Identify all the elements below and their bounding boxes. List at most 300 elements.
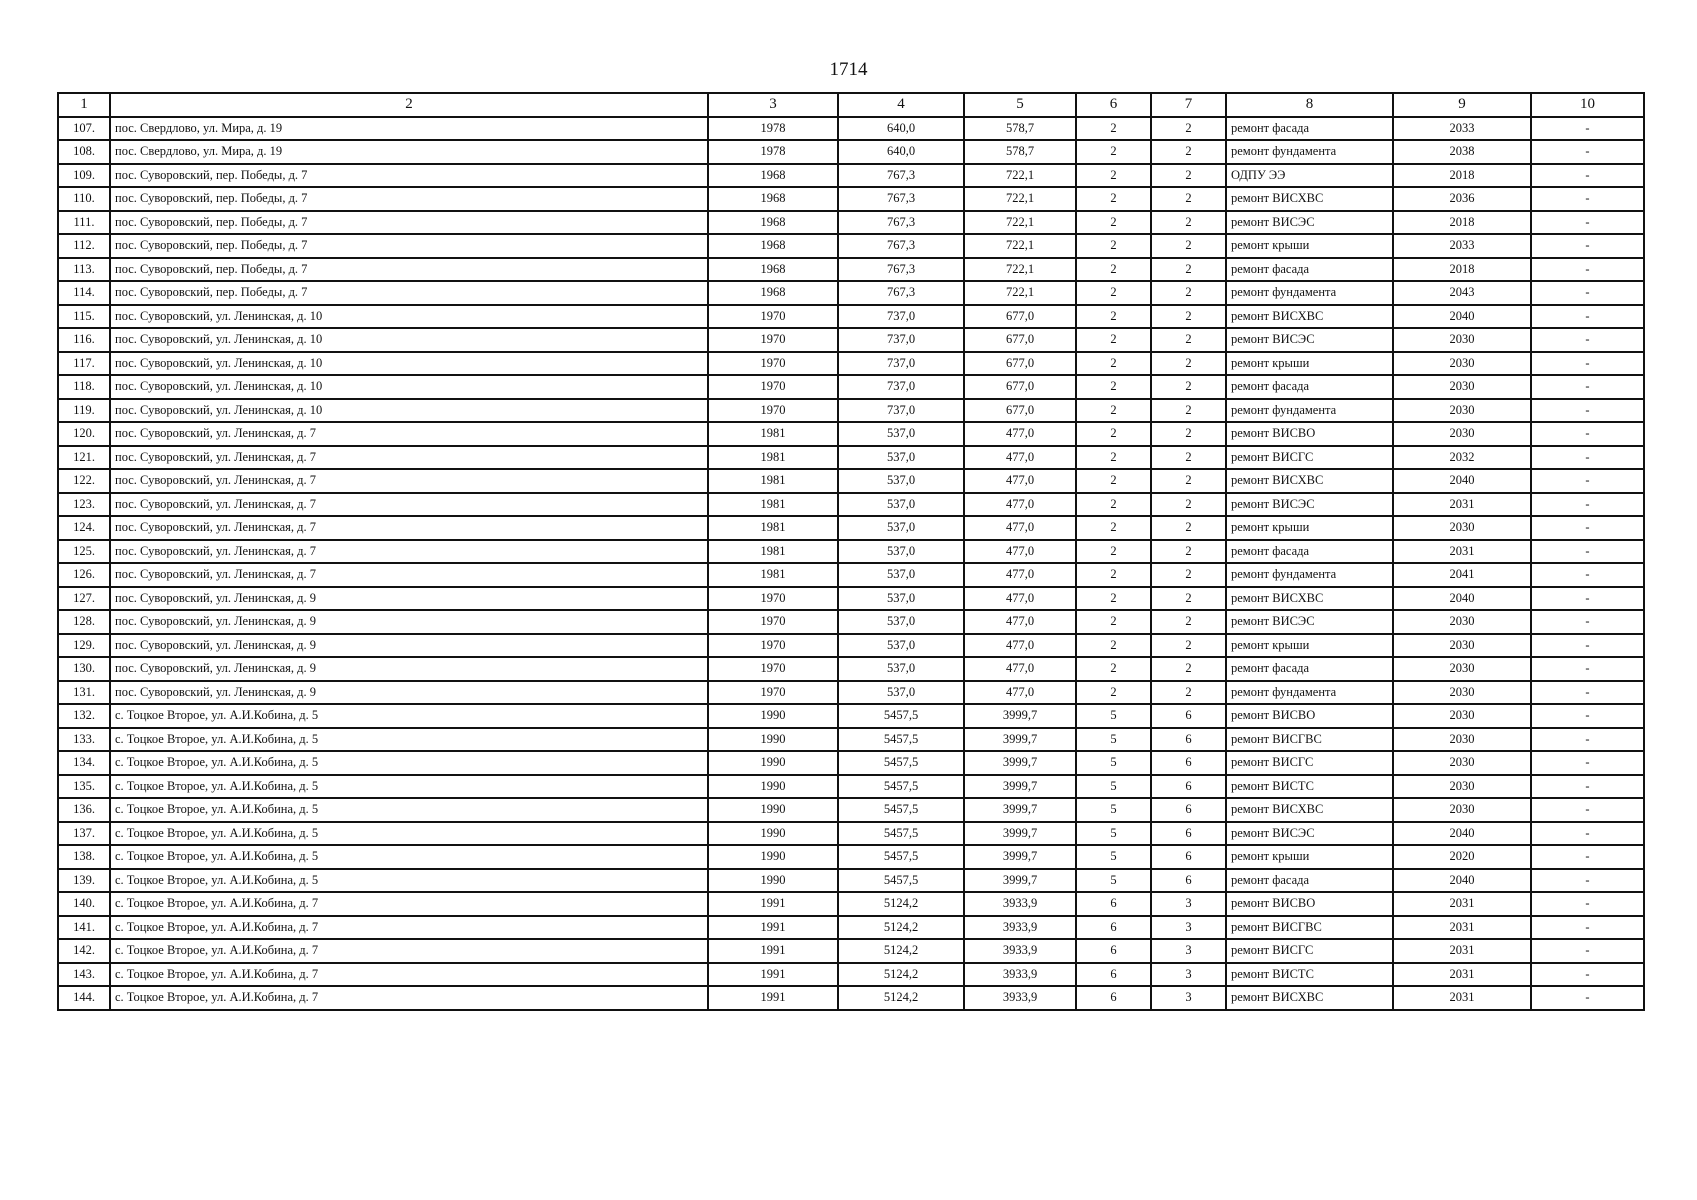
floors-cell: 6 (1076, 939, 1151, 963)
work-type-cell: ремонт фасада (1226, 657, 1393, 681)
table-row (58, 728, 1644, 752)
work-type-cell: ремонт фундамента (1226, 281, 1393, 305)
build-year-cell: 1970 (708, 352, 838, 376)
floors-cell: 5 (1076, 728, 1151, 752)
note-cell: - (1531, 892, 1644, 916)
build-year-cell: 1990 (708, 845, 838, 869)
note-cell: - (1531, 305, 1644, 329)
entrances-cell: 2 (1151, 681, 1226, 705)
living-area-cell: 477,0 (964, 657, 1076, 681)
work-type-cell: ремонт ВИСГС (1226, 446, 1393, 470)
living-area-cell: 677,0 (964, 328, 1076, 352)
floors-cell: 2 (1076, 469, 1151, 493)
build-year-cell: 1970 (708, 634, 838, 658)
note-cell: - (1531, 869, 1644, 893)
table-row (58, 610, 1644, 634)
note-cell: - (1531, 375, 1644, 399)
work-type-cell: ремонт ВИСЭС (1226, 328, 1393, 352)
floors-cell: 2 (1076, 140, 1151, 164)
planned-year-cell: 2030 (1393, 352, 1531, 376)
build-year-cell: 1990 (708, 704, 838, 728)
table-row (58, 798, 1644, 822)
work-type-cell: ремонт фасада (1226, 258, 1393, 282)
address-cell: пос. Суворовский, ул. Ленинская, д. 7 (110, 493, 708, 517)
living-area-cell: 477,0 (964, 469, 1076, 493)
floors-cell: 2 (1076, 634, 1151, 658)
work-type-cell: ремонт ВИСХВС (1226, 798, 1393, 822)
entrances-cell: 2 (1151, 187, 1226, 211)
total-area-cell: 767,3 (838, 258, 964, 282)
column-number-row (58, 93, 1644, 117)
living-area-cell: 477,0 (964, 610, 1076, 634)
build-year-cell: 1968 (708, 258, 838, 282)
column-header: 7 (1151, 93, 1226, 117)
work-type-cell: ремонт фундамента (1226, 681, 1393, 705)
entrances-cell: 2 (1151, 328, 1226, 352)
note-cell: - (1531, 939, 1644, 963)
row-number-cell: 144. (58, 986, 110, 1010)
address-cell: пос. Суворовский, пер. Победы, д. 7 (110, 187, 708, 211)
table-row (58, 634, 1644, 658)
table-row (58, 399, 1644, 423)
living-area-cell: 677,0 (964, 375, 1076, 399)
address-cell: с. Тоцкое Второе, ул. А.И.Кобина, д. 7 (110, 939, 708, 963)
row-number-cell: 126. (58, 563, 110, 587)
work-type-cell: ремонт ВИСГС (1226, 939, 1393, 963)
row-number-cell: 114. (58, 281, 110, 305)
total-area-cell: 5457,5 (838, 845, 964, 869)
total-area-cell: 5124,2 (838, 916, 964, 940)
floors-cell: 6 (1076, 892, 1151, 916)
total-area-cell: 5457,5 (838, 869, 964, 893)
table-row (58, 375, 1644, 399)
living-area-cell: 3999,7 (964, 798, 1076, 822)
row-number-cell: 139. (58, 869, 110, 893)
column-header: 1 (58, 93, 110, 117)
table-row (58, 140, 1644, 164)
entrances-cell: 6 (1151, 845, 1226, 869)
entrances-cell: 2 (1151, 117, 1226, 141)
note-cell: - (1531, 775, 1644, 799)
column-header: 3 (708, 93, 838, 117)
row-number-cell: 109. (58, 164, 110, 188)
note-cell: - (1531, 751, 1644, 775)
work-type-cell: ремонт фасада (1226, 540, 1393, 564)
row-number-cell: 125. (58, 540, 110, 564)
build-year-cell: 1981 (708, 540, 838, 564)
build-year-cell: 1990 (708, 869, 838, 893)
row-number-cell: 128. (58, 610, 110, 634)
entrances-cell: 2 (1151, 516, 1226, 540)
address-cell: пос. Суворовский, ул. Ленинская, д. 9 (110, 610, 708, 634)
note-cell: - (1531, 916, 1644, 940)
planned-year-cell: 2030 (1393, 775, 1531, 799)
floors-cell: 2 (1076, 281, 1151, 305)
planned-year-cell: 2030 (1393, 328, 1531, 352)
floors-cell: 2 (1076, 681, 1151, 705)
living-area-cell: 722,1 (964, 234, 1076, 258)
work-type-cell: ремонт ВИСХВС (1226, 305, 1393, 329)
table-row (58, 493, 1644, 517)
address-cell: пос. Суворовский, ул. Ленинская, д. 7 (110, 540, 708, 564)
table-row (58, 211, 1644, 235)
floors-cell: 2 (1076, 563, 1151, 587)
note-cell: - (1531, 211, 1644, 235)
build-year-cell: 1968 (708, 234, 838, 258)
table-row (58, 352, 1644, 376)
address-cell: пос. Суворовский, пер. Победы, д. 7 (110, 281, 708, 305)
address-cell: пос. Суворовский, ул. Ленинская, д. 10 (110, 328, 708, 352)
living-area-cell: 677,0 (964, 352, 1076, 376)
note-cell: - (1531, 728, 1644, 752)
entrances-cell: 6 (1151, 869, 1226, 893)
row-number-cell: 136. (58, 798, 110, 822)
note-cell: - (1531, 258, 1644, 282)
address-cell: с. Тоцкое Второе, ул. А.И.Кобина, д. 7 (110, 892, 708, 916)
table-row (58, 963, 1644, 987)
row-number-cell: 115. (58, 305, 110, 329)
floors-cell: 2 (1076, 187, 1151, 211)
planned-year-cell: 2033 (1393, 117, 1531, 141)
planned-year-cell: 2030 (1393, 399, 1531, 423)
planned-year-cell: 2040 (1393, 869, 1531, 893)
note-cell: - (1531, 798, 1644, 822)
floors-cell: 2 (1076, 422, 1151, 446)
floors-cell: 5 (1076, 845, 1151, 869)
entrances-cell: 3 (1151, 986, 1226, 1010)
address-cell: пос. Суворовский, ул. Ленинская, д. 7 (110, 516, 708, 540)
work-type-cell: ремонт крыши (1226, 845, 1393, 869)
total-area-cell: 5124,2 (838, 963, 964, 987)
living-area-cell: 477,0 (964, 516, 1076, 540)
row-number-cell: 133. (58, 728, 110, 752)
column-header: 8 (1226, 93, 1393, 117)
note-cell: - (1531, 634, 1644, 658)
work-type-cell: ремонт фундамента (1226, 399, 1393, 423)
planned-year-cell: 2030 (1393, 681, 1531, 705)
work-type-cell: ремонт фундамента (1226, 140, 1393, 164)
build-year-cell: 1981 (708, 469, 838, 493)
address-cell: с. Тоцкое Второе, ул. А.И.Кобина, д. 5 (110, 751, 708, 775)
build-year-cell: 1968 (708, 164, 838, 188)
living-area-cell: 722,1 (964, 187, 1076, 211)
planned-year-cell: 2033 (1393, 234, 1531, 258)
table-row (58, 775, 1644, 799)
address-cell: с. Тоцкое Второе, ул. А.И.Кобина, д. 5 (110, 869, 708, 893)
entrances-cell: 3 (1151, 892, 1226, 916)
floors-cell: 2 (1076, 446, 1151, 470)
table-row (58, 892, 1644, 916)
total-area-cell: 537,0 (838, 610, 964, 634)
table-row (58, 328, 1644, 352)
note-cell: - (1531, 399, 1644, 423)
total-area-cell: 737,0 (838, 399, 964, 423)
note-cell: - (1531, 140, 1644, 164)
work-type-cell: ремонт ВИСХВС (1226, 986, 1393, 1010)
note-cell: - (1531, 422, 1644, 446)
row-number-cell: 110. (58, 187, 110, 211)
column-header: 2 (110, 93, 708, 117)
note-cell: - (1531, 516, 1644, 540)
planned-year-cell: 2030 (1393, 422, 1531, 446)
floors-cell: 2 (1076, 164, 1151, 188)
build-year-cell: 1991 (708, 916, 838, 940)
note-cell: - (1531, 657, 1644, 681)
build-year-cell: 1990 (708, 728, 838, 752)
planned-year-cell: 2018 (1393, 258, 1531, 282)
living-area-cell: 3933,9 (964, 986, 1076, 1010)
total-area-cell: 737,0 (838, 328, 964, 352)
planned-year-cell: 2018 (1393, 164, 1531, 188)
row-number-cell: 107. (58, 117, 110, 141)
row-number-cell: 130. (58, 657, 110, 681)
address-cell: с. Тоцкое Второе, ул. А.И.Кобина, д. 5 (110, 728, 708, 752)
floors-cell: 5 (1076, 869, 1151, 893)
entrances-cell: 2 (1151, 657, 1226, 681)
note-cell: - (1531, 164, 1644, 188)
planned-year-cell: 2040 (1393, 305, 1531, 329)
table-row (58, 986, 1644, 1010)
floors-cell: 2 (1076, 657, 1151, 681)
entrances-cell: 2 (1151, 610, 1226, 634)
entrances-cell: 2 (1151, 281, 1226, 305)
build-year-cell: 1968 (708, 187, 838, 211)
table-row (58, 469, 1644, 493)
living-area-cell: 3999,7 (964, 751, 1076, 775)
address-cell: пос. Суворовский, пер. Победы, д. 7 (110, 164, 708, 188)
planned-year-cell: 2031 (1393, 986, 1531, 1010)
entrances-cell: 2 (1151, 634, 1226, 658)
planned-year-cell: 2030 (1393, 610, 1531, 634)
address-cell: с. Тоцкое Второе, ул. А.И.Кобина, д. 5 (110, 845, 708, 869)
row-number-cell: 137. (58, 822, 110, 846)
row-number-cell: 141. (58, 916, 110, 940)
build-year-cell: 1990 (708, 751, 838, 775)
planned-year-cell: 2031 (1393, 493, 1531, 517)
row-number-cell: 143. (58, 963, 110, 987)
floors-cell: 5 (1076, 751, 1151, 775)
work-type-cell: ремонт ВИСТС (1226, 775, 1393, 799)
work-type-cell: ремонт фундамента (1226, 563, 1393, 587)
work-type-cell: ремонт ВИСТС (1226, 963, 1393, 987)
entrances-cell: 2 (1151, 422, 1226, 446)
build-year-cell: 1970 (708, 587, 838, 611)
row-number-cell: 120. (58, 422, 110, 446)
entrances-cell: 6 (1151, 728, 1226, 752)
floors-cell: 5 (1076, 798, 1151, 822)
row-number-cell: 132. (58, 704, 110, 728)
address-cell: пос. Суворовский, ул. Ленинская, д. 7 (110, 446, 708, 470)
planned-year-cell: 2018 (1393, 211, 1531, 235)
entrances-cell: 2 (1151, 164, 1226, 188)
floors-cell: 2 (1076, 610, 1151, 634)
address-cell: пос. Суворовский, пер. Победы, д. 7 (110, 234, 708, 258)
address-cell: с. Тоцкое Второе, ул. А.И.Кобина, д. 5 (110, 775, 708, 799)
table-body (58, 93, 1644, 1010)
table-row (58, 939, 1644, 963)
total-area-cell: 537,0 (838, 563, 964, 587)
total-area-cell: 537,0 (838, 469, 964, 493)
address-cell: с. Тоцкое Второе, ул. А.И.Кобина, д. 5 (110, 704, 708, 728)
build-year-cell: 1970 (708, 610, 838, 634)
work-type-cell: ремонт крыши (1226, 234, 1393, 258)
total-area-cell: 537,0 (838, 516, 964, 540)
total-area-cell: 737,0 (838, 375, 964, 399)
row-number-cell: 116. (58, 328, 110, 352)
living-area-cell: 3999,7 (964, 704, 1076, 728)
entrances-cell: 3 (1151, 963, 1226, 987)
floors-cell: 5 (1076, 775, 1151, 799)
note-cell: - (1531, 493, 1644, 517)
repair-schedule-table (57, 92, 1645, 1011)
planned-year-cell: 2043 (1393, 281, 1531, 305)
total-area-cell: 737,0 (838, 305, 964, 329)
total-area-cell: 737,0 (838, 352, 964, 376)
work-type-cell: ремонт фасада (1226, 869, 1393, 893)
address-cell: пос. Суворовский, ул. Ленинская, д. 9 (110, 587, 708, 611)
build-year-cell: 1968 (708, 281, 838, 305)
row-number-cell: 129. (58, 634, 110, 658)
table-row (58, 516, 1644, 540)
build-year-cell: 1970 (708, 328, 838, 352)
total-area-cell: 5457,5 (838, 728, 964, 752)
entrances-cell: 2 (1151, 234, 1226, 258)
entrances-cell: 2 (1151, 399, 1226, 423)
floors-cell: 6 (1076, 986, 1151, 1010)
column-header: 4 (838, 93, 964, 117)
planned-year-cell: 2030 (1393, 728, 1531, 752)
row-number-cell: 135. (58, 775, 110, 799)
work-type-cell: ремонт крыши (1226, 634, 1393, 658)
table-row (58, 681, 1644, 705)
total-area-cell: 767,3 (838, 211, 964, 235)
build-year-cell: 1981 (708, 516, 838, 540)
living-area-cell: 3999,7 (964, 845, 1076, 869)
floors-cell: 2 (1076, 493, 1151, 517)
address-cell: с. Тоцкое Второе, ул. А.И.Кобина, д. 5 (110, 822, 708, 846)
floors-cell: 2 (1076, 258, 1151, 282)
planned-year-cell: 2020 (1393, 845, 1531, 869)
table-row (58, 187, 1644, 211)
total-area-cell: 5124,2 (838, 892, 964, 916)
note-cell: - (1531, 234, 1644, 258)
floors-cell: 2 (1076, 328, 1151, 352)
build-year-cell: 1970 (708, 681, 838, 705)
work-type-cell: ремонт ВИСХВС (1226, 469, 1393, 493)
total-area-cell: 537,0 (838, 493, 964, 517)
table-row (58, 704, 1644, 728)
note-cell: - (1531, 328, 1644, 352)
work-type-cell: ремонт ВИСВО (1226, 892, 1393, 916)
work-type-cell: ремонт крыши (1226, 352, 1393, 376)
total-area-cell: 5457,5 (838, 775, 964, 799)
build-year-cell: 1970 (708, 375, 838, 399)
table-row (58, 446, 1644, 470)
build-year-cell: 1978 (708, 117, 838, 141)
address-cell: пос. Суворовский, ул. Ленинская, д. 9 (110, 657, 708, 681)
note-cell: - (1531, 469, 1644, 493)
floors-cell: 2 (1076, 211, 1151, 235)
total-area-cell: 5124,2 (838, 939, 964, 963)
living-area-cell: 477,0 (964, 493, 1076, 517)
total-area-cell: 537,0 (838, 634, 964, 658)
column-header: 6 (1076, 93, 1151, 117)
total-area-cell: 640,0 (838, 117, 964, 141)
living-area-cell: 3933,9 (964, 963, 1076, 987)
work-type-cell: ремонт ВИСГВС (1226, 916, 1393, 940)
planned-year-cell: 2040 (1393, 469, 1531, 493)
living-area-cell: 477,0 (964, 446, 1076, 470)
row-number-cell: 119. (58, 399, 110, 423)
note-cell: - (1531, 986, 1644, 1010)
table-row (58, 540, 1644, 564)
work-type-cell: ремонт фасада (1226, 375, 1393, 399)
total-area-cell: 640,0 (838, 140, 964, 164)
entrances-cell: 2 (1151, 563, 1226, 587)
total-area-cell: 537,0 (838, 540, 964, 564)
entrances-cell: 3 (1151, 939, 1226, 963)
table-row (58, 305, 1644, 329)
living-area-cell: 3933,9 (964, 892, 1076, 916)
planned-year-cell: 2032 (1393, 446, 1531, 470)
work-type-cell: ремонт ВИСЭС (1226, 493, 1393, 517)
row-number-cell: 134. (58, 751, 110, 775)
planned-year-cell: 2038 (1393, 140, 1531, 164)
row-number-cell: 108. (58, 140, 110, 164)
address-cell: пос. Свердлово, ул. Мира, д. 19 (110, 117, 708, 141)
planned-year-cell: 2031 (1393, 939, 1531, 963)
living-area-cell: 477,0 (964, 681, 1076, 705)
entrances-cell: 2 (1151, 375, 1226, 399)
living-area-cell: 3999,7 (964, 728, 1076, 752)
planned-year-cell: 2030 (1393, 634, 1531, 658)
build-year-cell: 1990 (708, 798, 838, 822)
living-area-cell: 3933,9 (964, 916, 1076, 940)
work-type-cell: ремонт ВИСВО (1226, 422, 1393, 446)
build-year-cell: 1968 (708, 211, 838, 235)
row-number-cell: 140. (58, 892, 110, 916)
entrances-cell: 2 (1151, 540, 1226, 564)
planned-year-cell: 2031 (1393, 892, 1531, 916)
note-cell: - (1531, 704, 1644, 728)
entrances-cell: 6 (1151, 751, 1226, 775)
planned-year-cell: 2030 (1393, 375, 1531, 399)
build-year-cell: 1970 (708, 399, 838, 423)
address-cell: с. Тоцкое Второе, ул. А.И.Кобина, д. 5 (110, 798, 708, 822)
entrances-cell: 2 (1151, 140, 1226, 164)
address-cell: с. Тоцкое Второе, ул. А.И.Кобина, д. 7 (110, 963, 708, 987)
entrances-cell: 6 (1151, 704, 1226, 728)
build-year-cell: 1970 (708, 305, 838, 329)
row-number-cell: 118. (58, 375, 110, 399)
floors-cell: 2 (1076, 516, 1151, 540)
table-row (58, 422, 1644, 446)
living-area-cell: 578,7 (964, 117, 1076, 141)
table-row (58, 281, 1644, 305)
address-cell: пос. Свердлово, ул. Мира, д. 19 (110, 140, 708, 164)
note-cell: - (1531, 563, 1644, 587)
column-header: 10 (1531, 93, 1644, 117)
planned-year-cell: 2030 (1393, 798, 1531, 822)
row-number-cell: 111. (58, 211, 110, 235)
entrances-cell: 2 (1151, 469, 1226, 493)
build-year-cell: 1991 (708, 963, 838, 987)
note-cell: - (1531, 610, 1644, 634)
table-row (58, 258, 1644, 282)
table-row (58, 822, 1644, 846)
row-number-cell: 123. (58, 493, 110, 517)
total-area-cell: 537,0 (838, 446, 964, 470)
